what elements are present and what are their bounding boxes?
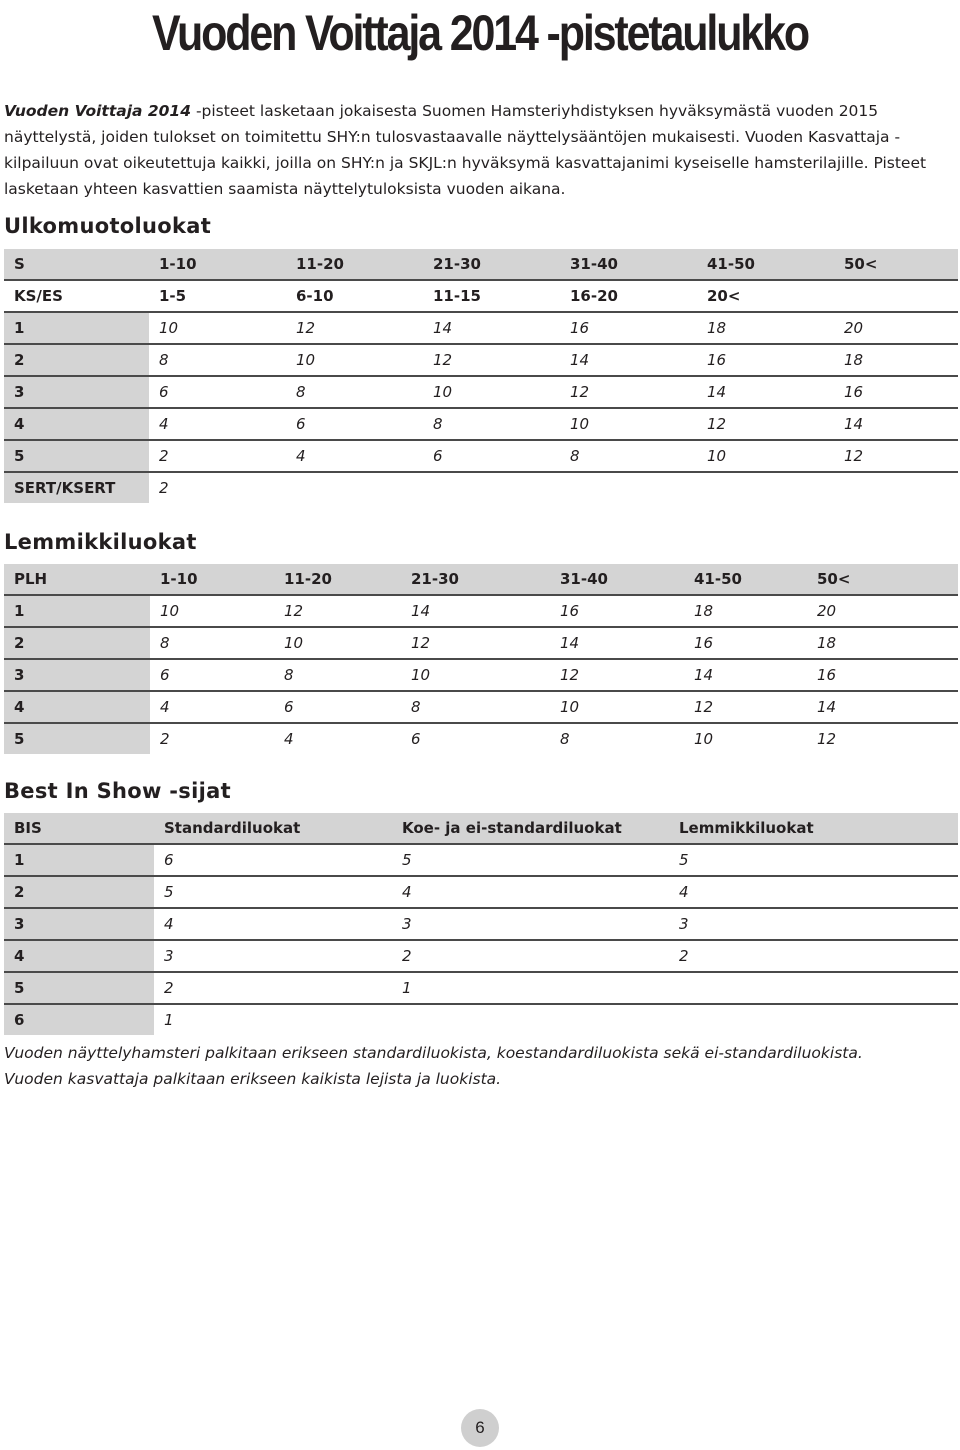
table-cell: 10 (560, 408, 697, 440)
table-cell: 6 (154, 844, 392, 876)
table-row (4, 344, 958, 376)
table-cell: 6 (274, 691, 401, 723)
page-title: Vuoden Voittaja 2014 -pistetaulukko (152, 5, 808, 61)
table-cell: 2 (149, 440, 286, 472)
table-row (4, 408, 958, 440)
table-cell: 12 (274, 595, 401, 627)
table-cell: 8 (560, 730, 570, 748)
table-cell: 1-10 (150, 564, 274, 595)
table-cell: 50< (807, 564, 958, 595)
table-cell: 5 (392, 844, 669, 876)
table-cell (286, 472, 423, 503)
table-cell: 6 (149, 376, 286, 408)
table-row (4, 876, 958, 908)
table-cell: 2 (160, 730, 170, 748)
table-cell: 6 (423, 440, 560, 472)
table-cell: 14 (834, 408, 958, 440)
table-cell: 14 (684, 659, 807, 691)
table-cell: 8 (149, 344, 286, 376)
row-label: BIS (4, 813, 154, 844)
table-row (4, 472, 958, 503)
table-cell: 4 (284, 730, 294, 748)
table-cell: 10 (274, 627, 401, 659)
table-cell: 4 (392, 876, 669, 908)
table-cell: 20 (834, 312, 958, 344)
table-row (4, 723, 958, 754)
table-cell: 10 (423, 376, 560, 408)
section-title-ulkomuotoluokat: Ulkomuotoluokat (4, 214, 212, 238)
table-cell: 14 (550, 627, 684, 659)
table-lemmikkiluokat (4, 564, 958, 754)
table-cell: 14 (560, 344, 697, 376)
table-row (4, 1004, 958, 1035)
table-cell: 4 (154, 908, 392, 940)
table-cell: 20 (807, 595, 958, 627)
table-cell: Standardiluokat (154, 813, 392, 844)
table-row (4, 249, 958, 280)
table-cell: 6 (150, 659, 274, 691)
table-row (4, 440, 958, 472)
row-label: 4 (4, 940, 154, 972)
table-row (4, 627, 958, 659)
row-label: 6 (4, 1004, 154, 1035)
row-label: S (4, 249, 149, 280)
table-best-in-show (4, 813, 958, 1035)
table-cell: 6 (286, 408, 423, 440)
note-line-1: Vuoden näyttelyhamsteri palkitaan erikseen standardiluokista, koestandardiluokista sekä ei-standardiluokista. (4, 1044, 863, 1062)
table-cell: 4 (286, 440, 423, 472)
table-cell: 31-40 (550, 564, 684, 595)
table-row (4, 813, 958, 844)
table-cell: 12 (834, 440, 958, 472)
table-cell (423, 472, 560, 503)
table-cell: 12 (817, 730, 837, 748)
table-cell: 11-20 (274, 564, 401, 595)
table-cell: 41-50 (684, 564, 807, 595)
table-row (4, 376, 958, 408)
table-cell: 31-40 (560, 249, 697, 280)
table-cell: 10 (550, 691, 684, 723)
table-cell: 10 (150, 595, 274, 627)
table-cell: 5 (154, 876, 392, 908)
table-cell (669, 972, 958, 1004)
table-cell: 16 (560, 312, 697, 344)
table-cell (392, 1004, 669, 1035)
table-cell: 10 (697, 440, 834, 472)
table-cell: 5 (669, 844, 958, 876)
table-row (4, 972, 958, 1004)
table-cell: 2 (392, 940, 669, 972)
row-label: 2 (4, 344, 149, 376)
table-cell: 3 (392, 908, 669, 940)
table-cell: 12 (401, 627, 550, 659)
table-cell: 4 (150, 691, 274, 723)
row-label: 4 (4, 408, 149, 440)
table-row (4, 908, 958, 940)
row-label: 1 (4, 595, 150, 627)
table-cell: 18 (697, 312, 834, 344)
table-cell: 12 (697, 408, 834, 440)
table-cell: 6 (411, 730, 421, 748)
row-label: 3 (4, 908, 154, 940)
table-cell: 21-30 (423, 249, 560, 280)
table-cell: 18 (834, 344, 958, 376)
section-title-bis: Best In Show -sijat (4, 779, 231, 803)
row-label: 5 (4, 972, 154, 1004)
row-label: KS/ES (4, 280, 149, 312)
table-cell: 12 (423, 344, 560, 376)
table-ulkomuotoluokat (4, 249, 958, 503)
row-label: 3 (4, 659, 150, 691)
table-cell: 10 (286, 344, 423, 376)
intro-lead: Vuoden Voittaja 2014 (4, 102, 192, 120)
row-label: 3 (4, 376, 149, 408)
table-cell: 1-5 (149, 280, 286, 312)
row-label: 1 (4, 844, 154, 876)
table-cell: 4 (669, 876, 958, 908)
table-cell: 8 (150, 627, 274, 659)
table-cell: 8 (286, 376, 423, 408)
table-cell: 12 (684, 691, 807, 723)
table-cell: 14 (401, 595, 550, 627)
table-cell: 10 (694, 730, 714, 748)
table-cell: 14 (807, 691, 958, 723)
table-row (4, 312, 958, 344)
table-row (4, 844, 958, 876)
row-label: 2 (4, 627, 150, 659)
table-cell: 18 (684, 595, 807, 627)
table-cell: 8 (401, 691, 550, 723)
table-cell: 11-20 (286, 249, 423, 280)
table-cell: 16 (684, 627, 807, 659)
table-cell (834, 472, 958, 503)
table-row (4, 691, 958, 723)
table-cell: 20< (697, 280, 834, 312)
intro-paragraph (4, 98, 954, 202)
table-cell: 16 (834, 376, 958, 408)
row-label: 5 (4, 723, 150, 754)
table-cell: 8 (560, 440, 697, 472)
table-cell: 4 (149, 408, 286, 440)
page-number: 6 (461, 1409, 499, 1447)
table-row (4, 280, 958, 312)
table-row (4, 595, 958, 627)
table-cell: 16 (807, 659, 958, 691)
table-cell (560, 472, 697, 503)
table-cell: 3 (669, 908, 958, 940)
table-cell: 2 (154, 972, 392, 1004)
table-cell: 1 (392, 972, 669, 1004)
table-cell: Koe- ja ei-standardiluokat (392, 813, 669, 844)
table-cell: 1-10 (149, 249, 286, 280)
table-cell: Lemmikkiluokat (669, 813, 958, 844)
row-label: PLH (4, 564, 150, 595)
row-label: 5 (4, 440, 149, 472)
table-cell: 12 (560, 376, 697, 408)
row-label: 2 (4, 876, 154, 908)
table-cell: 8 (274, 659, 401, 691)
table-cell: 6-10 (286, 280, 423, 312)
table-cell: 11-15 (423, 280, 560, 312)
table-cell: 16-20 (560, 280, 697, 312)
table-cell: 21-30 (401, 564, 550, 595)
table-cell: 10 (149, 312, 286, 344)
table-cell (834, 280, 958, 312)
table-cell: 16 (550, 595, 684, 627)
row-label: 1 (4, 312, 149, 344)
table-cell (669, 1004, 958, 1035)
note-line-2: Vuoden kasvattaja palkitaan erikseen kaikista lejista ja luokista. (4, 1070, 502, 1088)
table-cell: 50< (834, 249, 958, 280)
table-cell: 8 (423, 408, 560, 440)
table-cell: 12 (286, 312, 423, 344)
table-cell: 18 (807, 627, 958, 659)
table-cell: 16 (697, 344, 834, 376)
table-cell: 1 (164, 1011, 174, 1029)
table-cell: 3 (154, 940, 392, 972)
table-row (4, 940, 958, 972)
table-cell: 2 (159, 479, 169, 497)
table-row (4, 564, 958, 595)
section-title-lemmikkiluokat: Lemmikkiluokat (4, 530, 197, 554)
table-cell: 14 (697, 376, 834, 408)
footer-note (4, 1040, 958, 1092)
table-cell: 12 (550, 659, 684, 691)
row-label: 4 (4, 691, 150, 723)
table-row (4, 659, 958, 691)
table-cell: 41-50 (697, 249, 834, 280)
table-cell (697, 472, 834, 503)
table-cell: 14 (423, 312, 560, 344)
table-cell: 10 (401, 659, 550, 691)
table-cell: 2 (669, 940, 958, 972)
row-label: SERT/KSERT (4, 472, 149, 503)
intro-text: -pisteet lasketaan jokaisesta Suomen Hamsteriyhdistyksen hyväksymästä vuoden 2015 näyttelystä, joiden tulokset on toimitettu SHY:n tulosvastaavalle näyttelysääntöjen mukaisesti. Vuoden Kasvattaja -kilpailuun ovat oikeutettuja kaikki, joilla on SHY:n ja SKJL:n hyväksymä kasvattajanimi kyseiselle hamsterilajille. Pisteet lasketaan yhteen kasvattien saamista näyttelytuloksista vuoden aikana. (4, 102, 927, 198)
